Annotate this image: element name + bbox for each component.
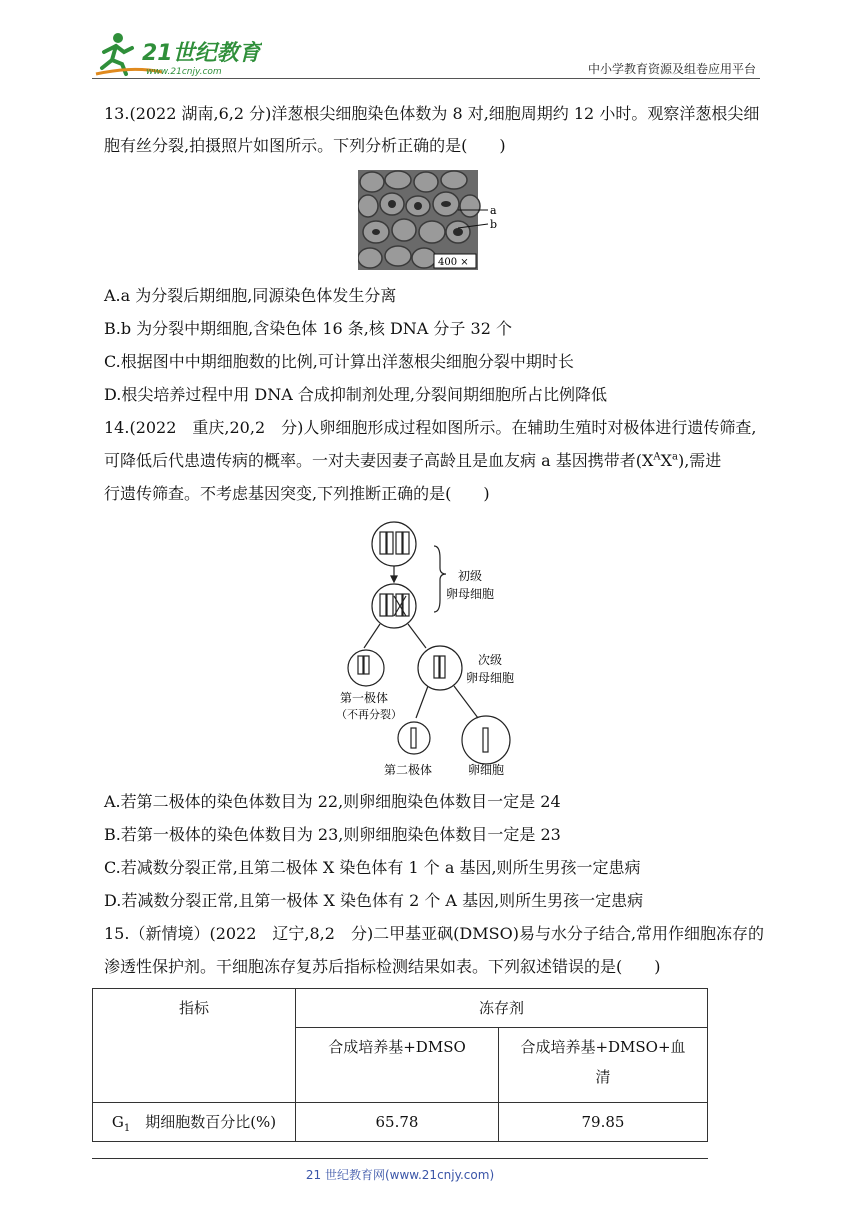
- header-medium-dmso-serum: 合成培养基+DMSO+血 清: [499, 1028, 708, 1103]
- second-polar-body-label: 第二极体: [384, 763, 433, 777]
- secondary-oocyte-label-1: 次级: [478, 653, 503, 667]
- logo-text: 21世纪教育: [142, 41, 261, 66]
- q14-stem-line3: 行遗传筛查。不考虑基因突变,下列推断正确的是( ): [104, 484, 490, 503]
- q14-option-c: C.若减数分裂正常,且第二极体 X 染色体有 1 个 a 基因,则所生男孩一定患病: [104, 858, 641, 877]
- cell-value-2: 79.85: [499, 1103, 708, 1142]
- header-cryoprotectant: 冻存剂: [296, 989, 708, 1028]
- q15-stem-line1: 15.（新情境）(2022 辽宁,8,2 分)二甲基亚砜(DMSO)易与水分子结合,常用作细胞冻存的: [104, 924, 765, 943]
- label-b: b: [490, 218, 498, 231]
- results-table: [92, 988, 708, 1142]
- oogenesis-diagram: [336, 518, 536, 786]
- q13-option-d: D.根尖培养过程中用 DNA 合成抑制剂处理,分裂间期细胞所占比例降低: [104, 385, 607, 404]
- q13-option-a: A.a 为分裂后期细胞,同源染色体发生分离: [104, 286, 397, 305]
- row-label-g1: $G_1$ 期细胞数百分比(%): [93, 1103, 296, 1142]
- magnification-label: 400 ×: [438, 257, 469, 268]
- label-a: a: [490, 204, 497, 217]
- footer-link[interactable]: 21 世纪教育网(www.21cnjy.com): [305, 1168, 495, 1182]
- q14-stem-line1: 14.(2022 重庆,20,2 分)人卵细胞形成过程如图所示。在辅助生殖时对极体进行遗传筛查,: [104, 418, 757, 437]
- q13-option-b: B.b 为分裂中期细胞,含染色体 16 条,核 DNA 分子 32 个: [104, 319, 512, 338]
- q13-stem-line2: 胞有丝分裂,拍摄照片如图所示。下列分析正确的是( ): [104, 136, 506, 155]
- footer-divider: [92, 1158, 708, 1159]
- site-logo: [92, 30, 262, 78]
- q14-stem-line2: 可降低后代患遗传病的概率。一对夫妻因妻子高龄且是血友病 a 基因携带者$(X^AX^a)$,需进: [104, 451, 722, 470]
- table-row: [93, 1103, 708, 1142]
- q13-option-c: C.根据图中中期细胞数的比例,可计算出洋葱根尖细胞分裂中期时长: [104, 352, 574, 371]
- q14-option-b: B.若第一极体的染色体数目为 23,则卵细胞染色体数目一定是 23: [104, 825, 561, 844]
- secondary-oocyte-label-2: 卵母细胞: [466, 671, 515, 685]
- cell-value-1: 65.78: [296, 1103, 499, 1142]
- egg-cell-label: 卵细胞: [468, 763, 505, 777]
- q14-option-a: A.若第二极体的染色体数目为 22,则卵细胞染色体数目一定是 24: [104, 792, 561, 811]
- header-divider: [92, 78, 760, 79]
- micrograph-figure: [358, 170, 504, 270]
- q14-option-d: D.若减数分裂正常,且第一极体 X 染色体有 2 个 A 基因,则所生男孩一定患病: [104, 891, 644, 910]
- primary-oocyte-label-2: 卵母细胞: [446, 587, 495, 601]
- logo-url: www.21cnjy.com: [146, 67, 222, 77]
- first-polar-body-note: （不再分裂）: [336, 708, 402, 721]
- q15-stem-line2: 渗透性保护剂。干细胞冻存复苏后指标检测结果如表。下列叙述错误的是( ): [104, 957, 661, 976]
- primary-oocyte-label-1: 初级: [458, 569, 483, 583]
- q13-stem-line1: 13.(2022 湖南,6,2 分)洋葱根尖细胞染色体数为 8 对,细胞周期约 12 小时。观察洋葱根尖细: [104, 104, 760, 123]
- header-medium-dmso: 合成培养基+DMSO: [296, 1028, 499, 1103]
- header-indicator: 指标: [93, 989, 296, 1103]
- first-polar-body-label: 第一极体: [340, 691, 389, 705]
- platform-name: 中小学教育资源及组卷应用平台: [587, 62, 756, 76]
